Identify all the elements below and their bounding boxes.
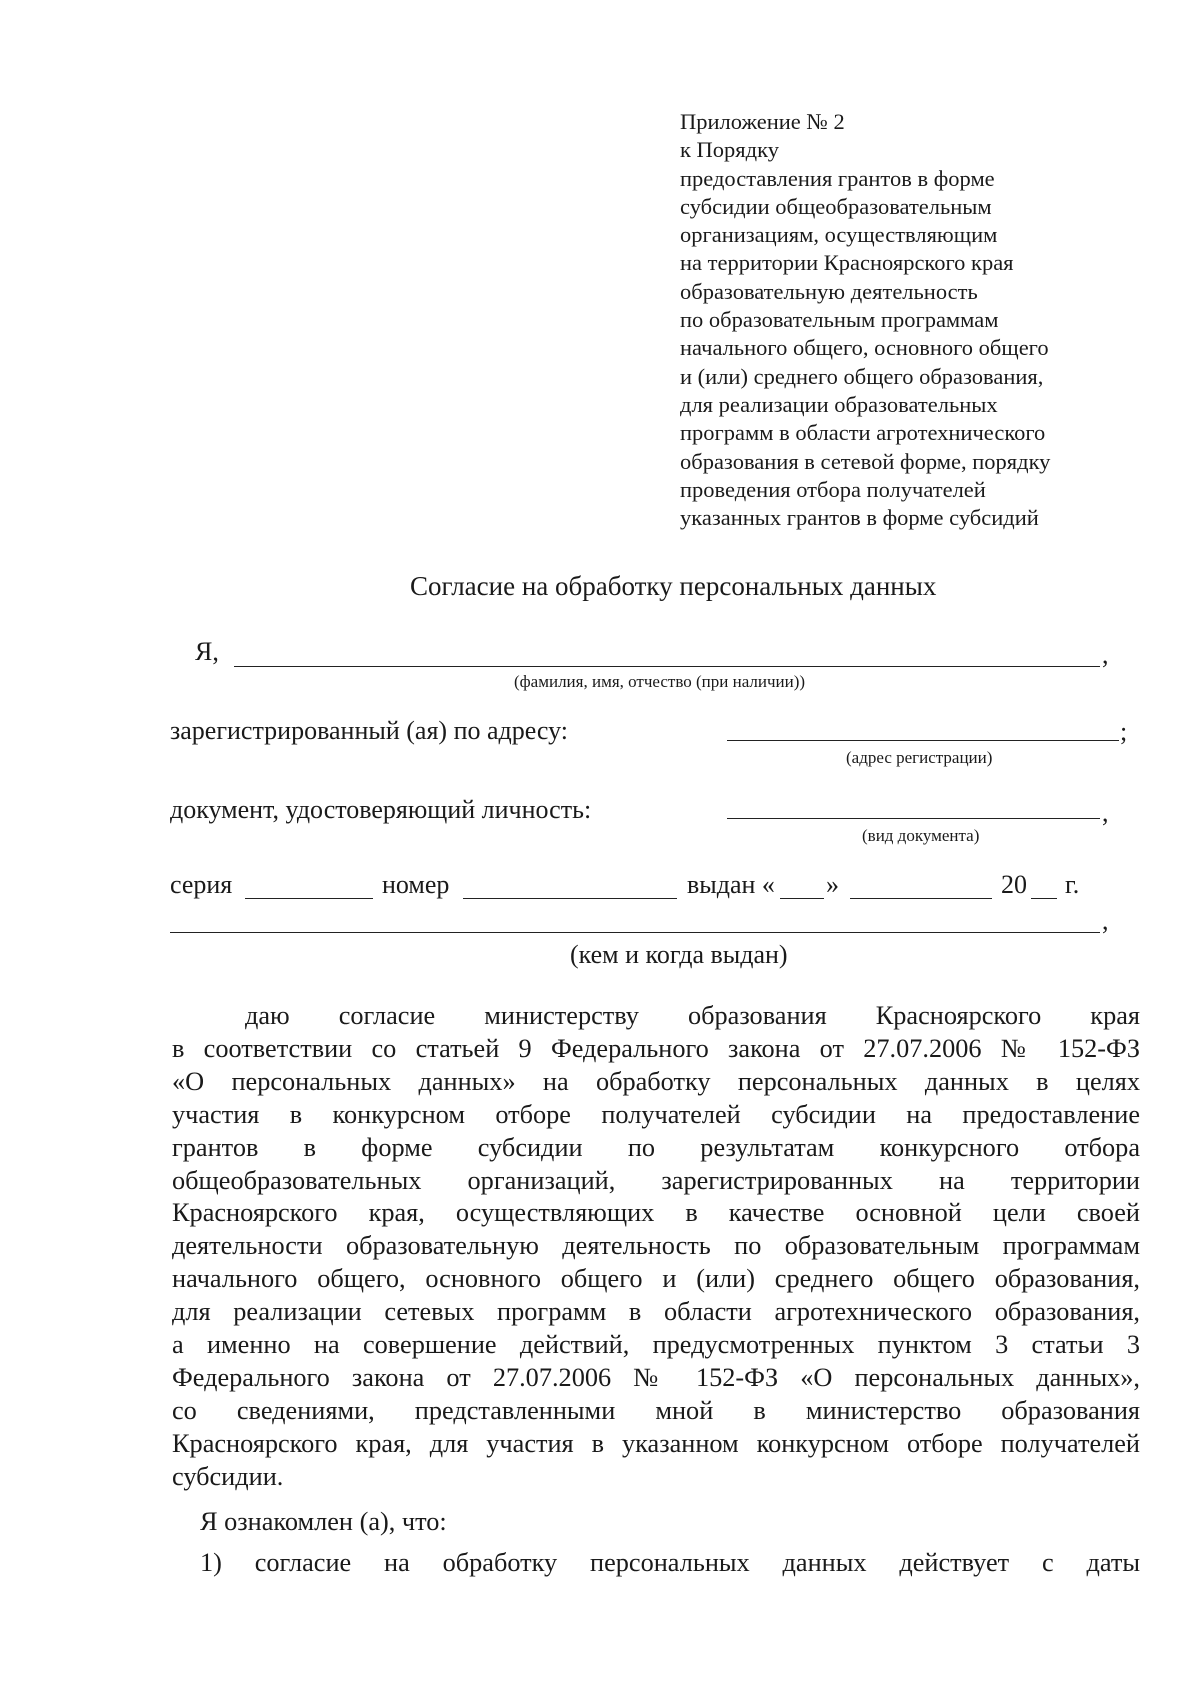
address-end: ;: [1120, 717, 1128, 746]
issuer-blank[interactable]: [170, 932, 1100, 933]
paragraph-line: Федерального закона от 27.07.2006 № 152-ФЗ «О персональных данных»,: [172, 1362, 1140, 1392]
document-label: документ, удостоверяющий личность:: [170, 795, 592, 824]
issued-day-blank[interactable]: [780, 898, 824, 899]
appendix-line: по образовательным программам: [680, 307, 999, 333]
address-hint: (адрес регистрации): [846, 748, 993, 767]
year-blank[interactable]: [1031, 898, 1057, 899]
paragraph-line: общеобразовательных организаций, зарегистрированных на территории: [172, 1165, 1140, 1195]
number-label: номер: [382, 870, 450, 899]
paragraph-line: а именно на совершение действий, предусмотренных пунктом 3 статьи 3: [172, 1330, 1140, 1360]
name-blank[interactable]: [234, 666, 1100, 667]
name-label: Я,: [195, 637, 219, 666]
issuer-hint: (кем и когда выдан): [570, 940, 788, 969]
paragraph-line: со сведениями, представленными мной в министерство образования: [172, 1395, 1140, 1425]
address-blank[interactable]: [727, 740, 1119, 741]
series-label: серия: [170, 870, 233, 899]
year-prefix: 20: [1001, 870, 1027, 899]
document-hint: (вид документа): [862, 826, 980, 845]
appendix-line: субсидии общеобразовательным: [680, 193, 992, 219]
appendix-line: и (или) среднего общего образования,: [680, 363, 1044, 389]
address-label: зарегистрированный (ая) по адресу:: [170, 716, 569, 745]
appendix-line: проведения отбора получателей: [680, 476, 986, 502]
appendix-line: для реализации образовательных: [680, 391, 998, 417]
series-blank[interactable]: [245, 898, 373, 899]
appendix-line: предоставления грантов в форме: [680, 165, 995, 191]
appendix-line: на территории Красноярского края: [680, 250, 1014, 276]
list-item: 1) согласие на обработку персональных данных действует с даты: [200, 1548, 1140, 1577]
issued-quote-close: »: [826, 870, 839, 899]
paragraph-line: Красноярского края, для участия в указанном конкурсном отборе получателей: [172, 1428, 1140, 1458]
paragraph-line: начального общего, основного общего и (или) среднего общего образования,: [172, 1264, 1140, 1294]
paragraph-line: субсидии.: [172, 1461, 284, 1491]
appendix-line: Приложение № 2: [680, 109, 845, 134]
issued-label: выдан «: [687, 870, 775, 899]
acknowledged-line: Я ознакомлен (а), что:: [200, 1507, 447, 1536]
paragraph-line: участия в конкурсном отборе получателей субсидии на предоставление: [172, 1099, 1140, 1129]
appendix-line: образовательную деятельность: [680, 278, 978, 304]
paragraph-line: в соответствии со статьей 9 Федерального закона от 27.07.2006 № 152-ФЗ: [172, 1033, 1140, 1063]
appendix-line: указанных грантов в форме субсидий: [680, 505, 1039, 531]
paragraph-line: деятельности образовательную деятельность по образовательным программам: [172, 1231, 1140, 1261]
appendix-line: образования в сетевой форме, порядку: [680, 448, 1051, 474]
consent-paragraph: [172, 1000, 1140, 1494]
appendix-line: организациям, осуществляющим: [680, 222, 998, 248]
appendix-header: [680, 108, 1100, 532]
paragraph-line: грантов в форме субсидии по результатам конкурсного отбора: [172, 1132, 1140, 1162]
issued-month-blank[interactable]: [850, 898, 992, 899]
document-blank[interactable]: [727, 818, 1100, 819]
document-end: ,: [1102, 798, 1109, 827]
paragraph-line: даю согласие министерству образования Красноярского края: [245, 1001, 1140, 1030]
appendix-line: к Порядку: [680, 137, 779, 163]
appendix-line: программ в области агротехнического: [680, 420, 1046, 446]
number-blank[interactable]: [463, 898, 677, 899]
name-end: ,: [1102, 640, 1109, 669]
issuer-end: ,: [1102, 906, 1109, 935]
paragraph-line: Красноярского края, осуществляющих в качестве основной цели своей: [172, 1198, 1140, 1228]
document-title: Согласие на обработку персональных данных: [410, 571, 937, 601]
year-suffix: г.: [1065, 870, 1080, 899]
paragraph-line: «О персональных данных» на обработку персональных данных в целях: [172, 1066, 1140, 1096]
paragraph-line: для реализации сетевых программ в области агротехнического образования,: [172, 1297, 1140, 1327]
name-hint: (фамилия, имя, отчество (при наличии)): [514, 672, 806, 691]
appendix-line: начального общего, основного общего: [680, 335, 1049, 361]
